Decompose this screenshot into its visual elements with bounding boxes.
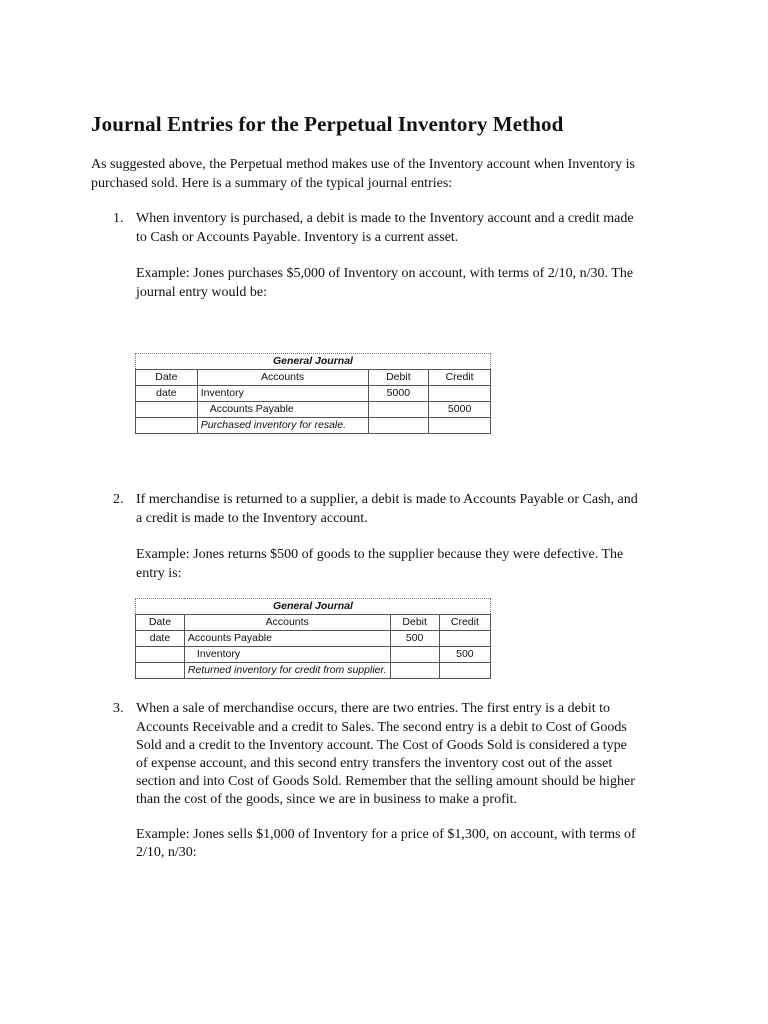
table-row bbox=[136, 631, 491, 647]
header-date: Date bbox=[136, 615, 185, 631]
table-row bbox=[136, 402, 491, 418]
item-3-text-line-6: than the cost of the goods, since we are in business to make a profit. bbox=[136, 792, 518, 807]
item-3-example-line-2: 2/10, n/30: bbox=[136, 845, 197, 860]
cell-debit bbox=[390, 647, 439, 663]
item-2-example-line-2: entry is: bbox=[136, 566, 182, 581]
cell-account: Inventory bbox=[197, 386, 368, 402]
item-1-example-line-1: Example: Jones purchases $5,000 of Inventory on account, with terms of 2/10, n/30. The bbox=[136, 266, 634, 281]
cell-account: Inventory bbox=[184, 647, 390, 663]
journal-title: General Journal bbox=[136, 354, 491, 370]
item-3-text-line-3: Sold and a credit to the Inventory account. The Cost of Goods Sold is considered a type bbox=[136, 738, 627, 753]
header-date: Date bbox=[136, 370, 198, 386]
item-3-text-line-4: of expense account, and this second entry transfers the inventory cost out of the asset bbox=[136, 756, 613, 771]
cell-debit bbox=[368, 418, 429, 434]
cell-credit bbox=[439, 663, 490, 679]
item-3-number: 3. bbox=[113, 701, 124, 716]
cell-date bbox=[136, 418, 198, 434]
item-3-text-line-1: When a sale of merchandise occurs, there are two entries. The first entry is a debit to bbox=[136, 701, 611, 716]
item-3-text-line-5: section and into Cost of Goods Sold. Remember that the selling amount should be higher bbox=[136, 774, 635, 789]
item-1-number: 1. bbox=[113, 211, 124, 226]
cell-credit bbox=[429, 418, 491, 434]
journal-table-2 bbox=[135, 598, 491, 679]
table-row bbox=[136, 663, 491, 679]
cell-debit bbox=[368, 402, 429, 418]
table-row bbox=[136, 647, 491, 663]
cell-date bbox=[136, 402, 198, 418]
item-1-text-line-1: When inventory is purchased, a debit is made to the Inventory account and a credit made bbox=[136, 211, 634, 226]
cell-account: Accounts Payable bbox=[184, 631, 390, 647]
cell-debit bbox=[390, 663, 439, 679]
header-debit: Debit bbox=[390, 615, 439, 631]
cell-credit: 500 bbox=[439, 647, 490, 663]
item-1-text-line-2: to Cash or Accounts Payable. Inventory is a current asset. bbox=[136, 230, 459, 245]
cell-credit bbox=[439, 631, 490, 647]
item-2-text-line-1: If merchandise is returned to a supplier, a debit is made to Accounts Payable or Cash, and bbox=[136, 492, 638, 507]
intro-line-1: As suggested above, the Perpetual method makes use of the Inventory account when Inventory is bbox=[91, 157, 635, 172]
cell-account-memo: Returned inventory for credit from supplier. bbox=[184, 663, 390, 679]
item-2-text-line-2: a credit is made to the Inventory account. bbox=[136, 511, 368, 526]
journal-table-1 bbox=[135, 353, 491, 434]
header-credit: Credit bbox=[429, 370, 491, 386]
cell-credit: 5000 bbox=[429, 402, 491, 418]
cell-credit bbox=[429, 386, 491, 402]
header-accounts: Accounts bbox=[197, 370, 368, 386]
cell-debit: 5000 bbox=[368, 386, 429, 402]
header-debit: Debit bbox=[368, 370, 429, 386]
page-title: Journal Entries for the Perpetual Inventory Method bbox=[91, 112, 564, 136]
journal-title: General Journal bbox=[136, 599, 491, 615]
cell-account: Accounts Payable bbox=[197, 402, 368, 418]
item-1-example-line-2: journal entry would be: bbox=[136, 285, 268, 300]
cell-date: date bbox=[136, 631, 185, 647]
table-row bbox=[136, 418, 491, 434]
intro-line-2: purchased sold. Here is a summary of the typical journal entries: bbox=[91, 176, 453, 191]
cell-debit: 500 bbox=[390, 631, 439, 647]
table-row bbox=[136, 386, 491, 402]
header-credit: Credit bbox=[439, 615, 490, 631]
cell-date: date bbox=[136, 386, 198, 402]
item-2-example-line-1: Example: Jones returns $500 of goods to the supplier because they were defective. The bbox=[136, 547, 624, 562]
item-3-example-line-1: Example: Jones sells $1,000 of Inventory for a price of $1,300, on account, with terms of bbox=[136, 827, 636, 842]
cell-account-memo: Purchased inventory for resale. bbox=[197, 418, 368, 434]
cell-date bbox=[136, 647, 185, 663]
cell-date bbox=[136, 663, 185, 679]
item-3-text-line-2: Accounts Receivable and a credit to Sales. The second entry is a debit to Cost of Goods bbox=[136, 720, 627, 735]
header-accounts: Accounts bbox=[184, 615, 390, 631]
item-2-number: 2. bbox=[113, 492, 124, 507]
